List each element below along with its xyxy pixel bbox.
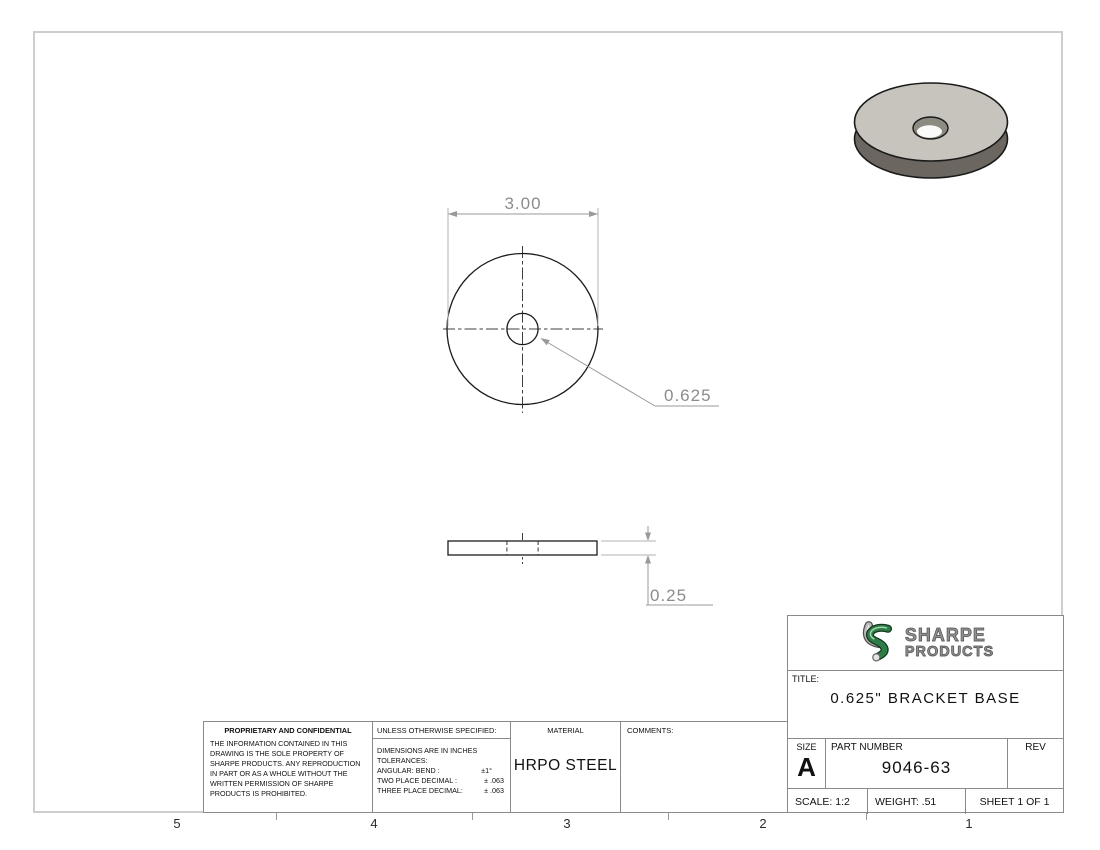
part-number-row xyxy=(788,739,1063,789)
part-number-value: 9046-63 xyxy=(881,758,952,777)
sharpe-logo-icon xyxy=(857,620,899,666)
tolerance-row-value: ± .063 xyxy=(484,776,504,785)
hole-diameter-value: 0.625 xyxy=(664,386,712,405)
brand-line1: SHARPE xyxy=(904,625,986,646)
brand-wordmark xyxy=(905,626,994,660)
zone-tick xyxy=(472,812,473,820)
material-heading: MATERIAL xyxy=(547,726,584,735)
tolerance-row-label: TWO PLACE DECIMAL : xyxy=(377,776,458,785)
washer-hole-through xyxy=(917,125,942,137)
thickness-dimension xyxy=(601,526,713,605)
tolerance-row xyxy=(377,786,504,796)
tolerance-line: TOLERANCES: xyxy=(377,756,428,765)
title-label: TITLE: xyxy=(792,674,820,684)
zone-label-3: 3 xyxy=(563,816,571,831)
tolerance-row-value: ± .063 xyxy=(484,786,504,795)
weight-value: WEIGHT: .51 xyxy=(868,789,966,814)
tolerance-row xyxy=(377,766,504,776)
part-number-cell xyxy=(826,739,1008,788)
zone-label-5: 5 xyxy=(173,816,181,831)
tolerance-body xyxy=(373,739,510,796)
scale-row xyxy=(788,789,1063,814)
title-block xyxy=(787,615,1064,813)
brand-line2: PRODUCTS xyxy=(904,644,995,661)
tolerance-row-label: THREE PLACE DECIMAL: xyxy=(377,786,463,795)
tolerance-box xyxy=(372,721,511,813)
zone-tick xyxy=(668,812,669,820)
proprietary-heading: PROPRIETARY AND CONFIDENTIAL xyxy=(224,726,352,735)
size-value: A xyxy=(797,752,816,782)
zone-label-1: 1 xyxy=(965,816,973,831)
comments-heading: COMMENTS: xyxy=(627,726,674,735)
scale-value: SCALE: 1:2 xyxy=(788,789,868,814)
side-profile xyxy=(448,541,597,555)
part-number-label: PART NUMBER xyxy=(831,742,903,753)
sheet-value: SHEET 1 OF 1 xyxy=(979,795,1050,808)
tolerance-heading: UNLESS OTHERWISE SPECIFIED: xyxy=(373,722,510,739)
hole-dimension-leader xyxy=(541,338,720,406)
outer-diameter-value: 3.00 xyxy=(504,194,542,213)
zone-label-2: 2 xyxy=(759,816,767,831)
size-cell xyxy=(788,739,826,788)
side-view xyxy=(448,526,713,605)
brand-logo xyxy=(788,616,1063,671)
proprietary-text: THE INFORMATION CONTAINED IN THIS DRAWING IS THE SOLE PROPERTY OF SHARPE PRODUCTS. ANY REPRODUCTION IN PART OR AS A WHOLE WITHOUT THE WRITTEN PERMISSION OF SHARPE PRODUCTS IS PROHIBITED. xyxy=(210,739,361,798)
comments-box xyxy=(620,721,788,813)
drawing-title: 0.625" BRACKET BASE xyxy=(830,690,1021,707)
material-value: HRPO STEEL xyxy=(513,757,618,774)
thickness-value: 0.25 xyxy=(650,586,688,605)
isometric-view xyxy=(855,83,1008,178)
tolerance-row-label: ANGULAR: BEND : xyxy=(377,766,440,775)
proprietary-box xyxy=(203,721,373,813)
rev-cell xyxy=(1008,739,1063,788)
tolerance-row xyxy=(377,776,504,786)
size-label: SIZE xyxy=(796,742,817,752)
tolerance-row-value: ±1° xyxy=(481,766,492,775)
zone-tick xyxy=(276,812,277,820)
material-box xyxy=(510,721,621,813)
zone-label-4: 4 xyxy=(370,816,378,831)
tolerance-line: DIMENSIONS ARE IN INCHES xyxy=(377,746,478,755)
title-row xyxy=(788,671,1063,739)
front-view xyxy=(443,194,719,413)
rev-label: REV xyxy=(1025,742,1046,753)
